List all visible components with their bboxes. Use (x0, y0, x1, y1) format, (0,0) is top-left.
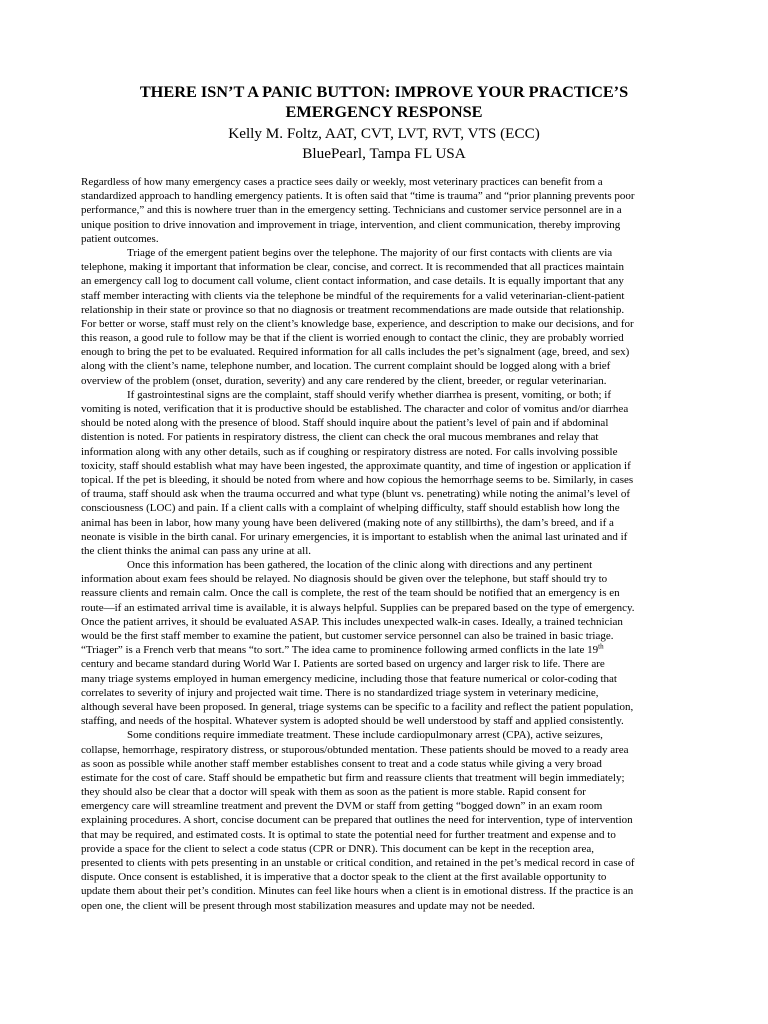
text-line: overview of the problem (onset, duration, severity) and any care rendered by the client, breeder, or regular veterinarian. (81, 374, 607, 387)
title-line: EMERGENCY RESPONSE (285, 102, 483, 121)
text-line: an emergency call log to document call volume, client contact information, and case details. It is equally important that any (81, 275, 624, 288)
text-line: the client thinks the animal can pass any urine at all. (81, 544, 312, 557)
text-line: topical. If the pet is bleeding, it should be noted from where and how copious the hemorrhage seems to be. Similarly, in cases (81, 473, 634, 486)
text-line: should be noted along with the presence of blood. Staff should inquire about the patient’s level of pain and if abdominal (81, 417, 609, 430)
text-line: of trauma, staff should ask when the trauma occurred and what type (blunt vs. penetrating) while noting the animal’s level of (81, 488, 631, 501)
text-line: enough to bring the pet to be evaluated. Required information for all calls includes the pet’s signalment (age, breed, and sex) (81, 346, 630, 359)
text-line: Regardless of how many emergency cases a practice sees daily or weekly, most veterinary practices can benefit from a (81, 176, 603, 188)
text-line: provide a space for the client to select a code status (CPR or DNR). This document can be kept in the reception area, (81, 842, 594, 855)
text-line: many triage systems employed in human emergency medicine, including those that feature numerical or color-coding that (81, 672, 617, 685)
text-line: Once the patient arrives, it should be evaluated ASAP. This includes unexpected walk-in cases. Ideally, a trained technician (81, 615, 623, 628)
text-line: open one, the client will be present through most stabilization measures and update may not be needed. (81, 899, 535, 912)
paragraph-arrival-triage (81, 558, 691, 728)
text-line: information along with any other details, such as if coughing or respiratory distress are noted. For calls involving possible (81, 445, 618, 458)
text-line: neonate is visible in the birth canal. For urinary emergencies, it is important to establish when the animal last urinated and if (81, 530, 628, 543)
text-line: although several have been proposed. In general, triage systems can be specific to a facility and reflect the patient population, (81, 700, 634, 713)
text-line: they should also be clear that a doctor will speak with them as soon as the patient is more stable. Rapid consent for (81, 786, 586, 799)
document-title (80, 82, 688, 122)
text-line: this reason, a good rule to follow may be that if the client is worried enough to contact the clinic, they are probably worried (81, 332, 624, 345)
text-line: would be the first staff member to examine the patient, but customer service personnel can also be trained in basic triage. (81, 630, 614, 642)
text-line: century and became standard during World War I. Patients are sorted based on urgency and larger risk to life. There are (81, 658, 605, 671)
text-line: standardized approach to handling emergency patients. It is often said that “time is trauma” and “prior planning prevents poor (81, 190, 635, 203)
text-line: update them about their pet’s condition. Minutes can feel like hours when a client is in emotional distress. If the practice is an (81, 885, 634, 898)
text-line: performance,” and this is nowhere truer than in the emergency setting. Technicians and customer service personnel are in a (81, 204, 622, 217)
text-line: dispute. Once consent is established, it is imperative that a doctor speak to the client at the first available opportunity to (81, 871, 607, 884)
text-line: distention is noted. For patients in respiratory distress, the client can check the oral mucous membranes and relay that (81, 431, 599, 444)
superscript: th (598, 643, 604, 651)
text-line: explaining procedures. A short, concise document can be prepared that outlines the need for intervention, type of intervention (81, 814, 633, 827)
author-block (80, 124, 688, 164)
text-line: reassure clients and remain calm. Once the call is complete, the rest of the team should be notified that an emergency is en (81, 587, 620, 600)
text-line: that may be required, and estimated costs. It is optimal to state the potential need for further treatment and expense and to (81, 828, 616, 841)
text-line: presented to clients with pets presenting in an unstable or critical condition, and retained in the pet’s medical record in case of (81, 857, 635, 869)
paragraph-intro (81, 175, 691, 246)
text-line: correlates to severity of injury and projected wait time. There is no standardized triage system in veterinary medicine, (81, 686, 599, 699)
text-line: consciousness (LOC) and pain. If a client calls with a complaint of whelping difficulty, staff should establish how long the (81, 502, 620, 515)
author-name: Kelly M. Foltz, AAT, CVT, LVT, RVT, VTS (ECC) (228, 125, 540, 142)
paragraph-immediate-treatment (81, 728, 691, 912)
text-line: along with the client’s name, telephone number, and location. The current complaint should be logged along with a brief (81, 360, 611, 373)
paragraph-telephone-triage (81, 246, 691, 388)
text-line: as soon as possible while another staff member establishes consent to treat and a code status while giving a very broad (81, 757, 602, 770)
author-affiliation: BluePearl, Tampa FL USA (302, 145, 466, 162)
text-line: If gastrointestinal signs are the complaint, staff should verify whether diarrhea is present, vomiting, or both; if (127, 388, 611, 401)
text-line: estimate for the cost of care. Staff should be empathetic but firm and reassure clients that treatment will begin immediately; (81, 771, 625, 784)
title-line: THERE ISN’T A PANIC BUTTON: IMPROVE YOUR PRACTICE’S (139, 82, 629, 101)
text-line: route—if an estimated arrival time is available, it is always helpful. Supplies can be prepared based on the type of emergency. (81, 601, 635, 614)
text-line: Once this information has been gathered, the location of the clinic along with directions and any pertinent (127, 559, 593, 572)
text-line: information about exam fees should be relayed. No diagnosis should be given over the telephone, but staff should try to (81, 573, 608, 586)
text-line: unique position to drive innovation and improvement in triage, intervention, and client communication, thereby improving (81, 218, 621, 231)
text-line: telephone, making it important that information be clear, concise, and correct. It is recommended that all practices maintain (81, 261, 624, 274)
text-line: emergency care will streamline treatment and prevent the DVM or staff from getting “bogged down” in an exam room (81, 800, 603, 813)
text-line: relationship in their state or province so that no diagnosis or treatment recommendations are made outside that relationship. (81, 303, 625, 316)
text-line: staff member interacting with clients via the telephone be mindful of the requirements for a valid veterinarian-client-patient (81, 289, 625, 302)
text-segment: “Triager” is a French verb that means “to sort.” The idea came to prominence following armed conflicts in the late 19 (81, 644, 599, 657)
text-line: animal has been in labor, how many young have been delivered (making note of any stillbirths), the dam’s breed, and if a (81, 516, 614, 529)
text-line: For better or worse, staff must rely on the client’s knowledge base, experience, and description to make our decisions, and for (81, 317, 634, 330)
text-line: staffing, and needs of the hospital. Whatever system is adopted should be well understood by staff and applied consistently. (81, 715, 624, 728)
text-line: Some conditions require immediate treatment. These include cardiopulmonary arrest (CPA), active seizures, (127, 729, 603, 742)
text-line: toxicity, staff should establish what may have been ingested, the approximate quantity, and time of ingestion or application if (81, 459, 631, 472)
text-line: Triage of the emergent patient begins over the telephone. The majority of our first contacts with clients are via (127, 246, 613, 259)
text-line: collapse, hemorrhage, respiratory distress, or stuporous/obtunded mentation. These patients should be moved to a ready area (81, 743, 629, 756)
text-line: patient outcomes. (81, 232, 159, 245)
document-body (81, 175, 691, 913)
text-line-with-superscript (81, 643, 691, 657)
paragraph-complaints (81, 388, 691, 558)
text-line: vomiting is noted, verification that it is productive should be established. The character and color of vomitus and/or diarrhea (81, 403, 629, 415)
